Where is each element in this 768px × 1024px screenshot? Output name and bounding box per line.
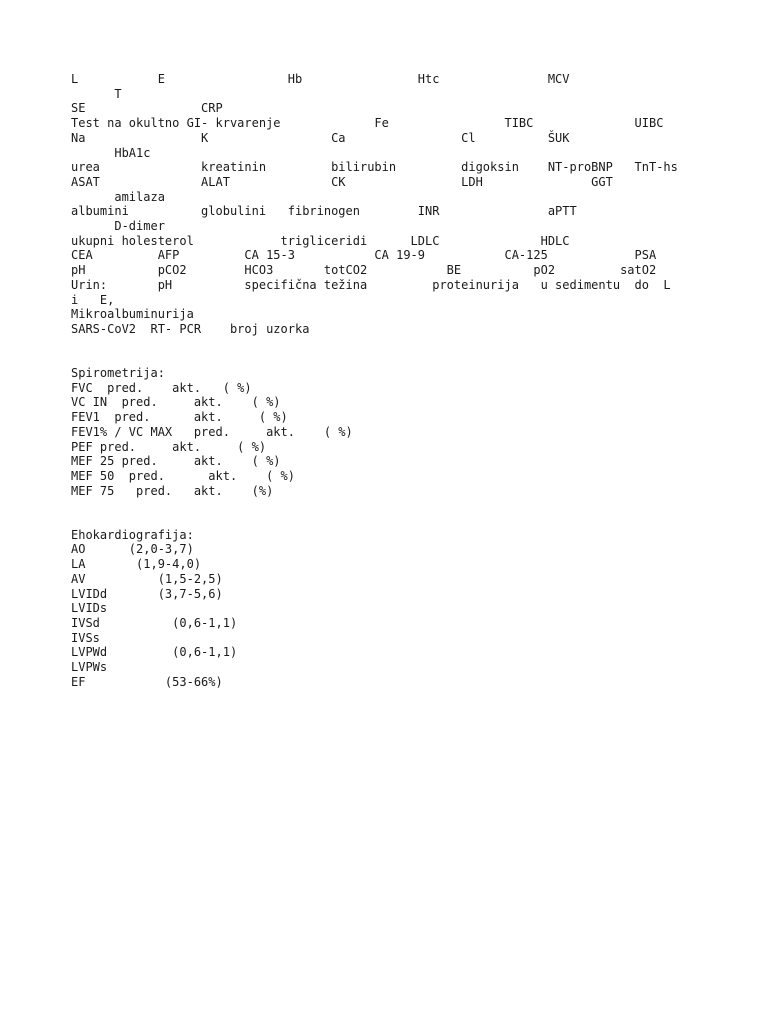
echo-line: AV (1,5-2,5) [71,571,223,586]
section-gap [71,498,711,527]
lab-line: CEA AFP CA 15-3 CA 19-9 CA-125 PSA [71,248,657,263]
lab-line: Mikroalbuminurija [71,307,194,322]
lab-tests-section [71,72,711,337]
echo-line: EF (53-66%) [71,674,223,689]
echo-line: LVIDs [71,601,108,616]
echo-heading: Ehokardiografija: [71,527,194,542]
spirometry-line: VC IN pred. akt. ( %) [71,395,281,410]
lab-line: Test na okultno GI- krvarenje Fe TIBC UIBC [71,116,664,131]
spirometry-line: FEV1 pred. akt. ( %) [71,410,288,425]
echo-line: LVPWd (0,6-1,1) [71,645,238,660]
spirometry-heading: Spirometrija: [71,366,165,381]
lab-line: pH pCO2 HCO3 totCO2 BE pO2 satO2 [71,263,657,278]
lab-line: ASAT ALAT CK LDH GGT [71,174,613,189]
spirometry-line: MEF 75 pred. akt. (%) [71,483,274,498]
lab-line: T [71,86,122,101]
echo-line: LVIDd (3,7-5,6) [71,586,223,601]
lab-line: i E, [71,292,115,307]
document-page [71,72,711,690]
spirometry-line: MEF 50 pred. akt. ( %) [71,468,295,483]
lab-line: Urin: pH specifična težina proteinurija u sedimentu do L [71,277,671,292]
spirometry-line: PEF pred. akt. ( %) [71,439,267,454]
echo-line: LA (1,9-4,0) [71,557,202,572]
spirometry-line: FEV1% / VC MAX pred. akt. ( %) [71,424,353,439]
lab-line: L E Hb Htc MCV [71,72,570,86]
lab-line: HbA1c [71,145,151,160]
lab-line: D-dimer [71,219,165,234]
lab-line: ukupni holesterol trigliceridi LDLC HDLC [71,233,570,248]
spirometry-line: MEF 25 pred. akt. ( %) [71,454,281,469]
lab-line: urea kreatinin bilirubin digoksin NT-proBNP TnT-hs [71,160,678,175]
spirometry-line: FVC pred. akt. ( %) [71,380,252,395]
spirometry-section [71,366,711,498]
echo-line: IVSd (0,6-1,1) [71,615,238,630]
lab-line: Na K Ca Cl ŠUK [71,130,570,145]
lab-line: amilaza [71,189,165,204]
section-gap [71,337,711,366]
lab-line: SARS-CoV2 RT- PCR broj uzorka [71,321,310,336]
echo-line: IVSs [71,630,100,645]
echocardiography-section [71,528,711,690]
lab-line: albumini globulini fibrinogen INR aPTT [71,204,577,219]
lab-line: SE CRP [71,101,223,116]
echo-line: LVPWs [71,660,108,675]
echo-line: AO (2,0-3,7) [71,542,194,557]
